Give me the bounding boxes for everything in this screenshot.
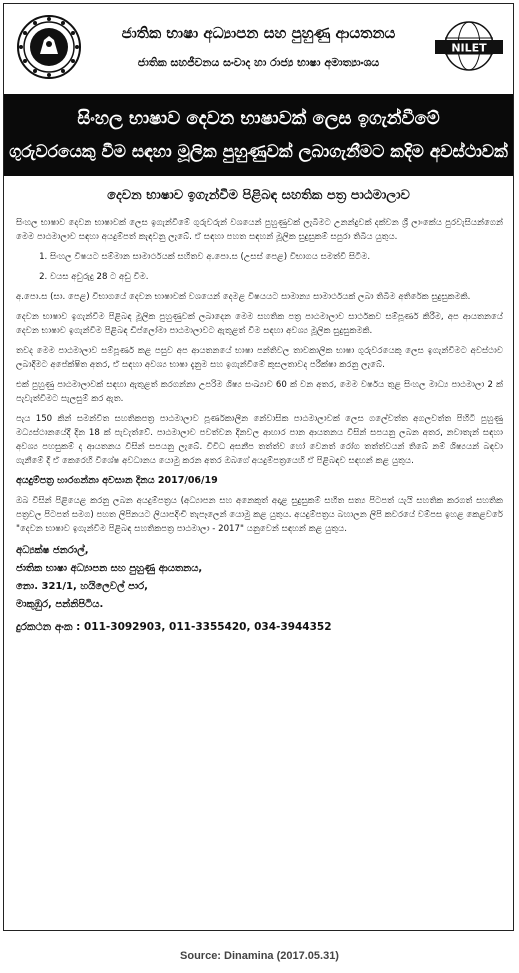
- teacher-opportunity-paragraph: තවද මෙම පාඨමාලාව සම්පූර්ණ කළ පසුව අප ආයතනයේ භාෂා පන්තිවල තාවකාලික භාෂා ගුරුවරයෙකු ලෙස ඉගැන්වීමට අවස්ථාව ලබාදීමට අපේක්ෂිත අතර, ඒ සඳහා අවශ්‍ය භාෂා දැනුම සහ ඉගැන්වීමේ කුසලතාවද පරීක්ෂා කරනු ලැබේ.: [16, 346, 503, 370]
- course-title: දෙවන භාෂාව ඉගැන්වීම පිළිබඳ සහතික පත්‍ර පාඨමාලාව: [107, 188, 410, 203]
- requirement-item: 1. සිංහල විෂයට සම්මාන සාමාර්ථයක් සහිතව අ.පො.ස (උසස් පෙළ) විභාගය සමත්වී සිටීම.: [50, 250, 503, 264]
- banner-line-1: සිංහල භාෂාව දෙවන භාෂාවක් ලෙස ඉගැන්වීමේ: [77, 108, 440, 129]
- requirements-list: [16, 250, 503, 284]
- phone-numbers: දුරකථන අංක : 011-3092903, 011-3355420, 034-3944352: [16, 621, 332, 633]
- address-line: අධ්‍යක්ෂ ජනරාල්,: [16, 545, 89, 556]
- notice-body: [16, 216, 503, 634]
- postal-address: [16, 542, 503, 614]
- title-banner: [4, 94, 513, 176]
- requirement-item: 2. වයස අවුරුදු 28 ට අඩු වීම.: [50, 270, 503, 284]
- nilet-logo-icon: [433, 20, 505, 78]
- application-paragraph: ඔබ විසින් පිළියෙළ කරනු ලබන අයදුම්පත්‍රය (අධ්‍යාපන සහ අනෙකුත් අදාළ සුදුසුකම් සහිත සත්‍ය පිටපත් යැයි සහතික කරගත් සහතික පත්‍රවල පිටපත් සමග) පහත ලිපිනයට ලියාපදිංචි තැපෑලෙන් යොමු කළ යුතුය. අයදුම්පත්‍රය බහාලන ලිපි කවරයේ වම්පස ඉහළ කෙළවරේ "දෙවන භාෂාව ඉගැන්වීම පිළිබඳ සහතිකපත්‍ර පාඨමාලා - 2017" යනුවෙන් සඳහන් කළ යුතුය.: [16, 496, 503, 534]
- source-caption: Source: Dinamina (2017.05.31): [180, 950, 339, 962]
- banner-line-2: ගුරුවරයෙකු වීම සඳහා මූලික පුහුණුවක් ලබාගැනීමට කදිම අවස්ථාවක්: [9, 142, 508, 162]
- intake-paragraph: එක් පුහුණු පාඨමාලාවක් සඳහා ඇතුළත් කරගන්නා උපරිම ශිෂ්‍ය සංඛ්‍යාව 60 ක් වන අතර, මෙම වර්ෂය තුළ සිංහල මාධ්‍ය පාඨමාලා 2 ක් පැවැත්වීමට සැලසුම් කර ඇත.: [16, 380, 503, 404]
- deadline: අයදුම්පත්‍ර භාරගන්නා අවසාන දිනය 2017/06/19: [16, 475, 218, 486]
- ministry-name: ජාතික සහජීවනය සංවාද හා රාජ්‍ය භාෂා අමාත්‍යාංශය: [137, 56, 380, 69]
- nilet-logo-text: NILET: [451, 41, 487, 55]
- address-line: නො. 321/1, හයිලෙවල් පාර,: [16, 581, 148, 592]
- organization-name: ජාතික භාෂා අධ්‍යාපන සහ පුහුණු ආයතනය: [121, 24, 396, 42]
- address-line: ජාතික භාෂා අධ්‍යාපන සහ පුහුණු ආයතනය,: [16, 563, 203, 574]
- intro-paragraph: සිංහල භාෂාව දෙවන භාෂාවක් ලෙස ඉගැන්වීමේ ගුරුවරුන් වශයෙන් පුහුණුවක් ලැබීමට උනන්දුවක් දක්වන ශ්‍රී ලාංකේය පුරවැසියන්ගෙන් මෙම පාඨමාලාව සඳහා අයදුම්පත් කැඳවනු ලැබේ. ඒ සඳහා පහත සඳහන් මූලික සුදුසුකම් සපුරා තිබිය යුතුය.: [16, 218, 503, 242]
- header: [4, 4, 513, 94]
- address-line: මාකුඹුර, පන්නිපිටිය.: [16, 599, 104, 610]
- advertisement-frame: [3, 3, 514, 931]
- state-emblem-icon: [16, 14, 82, 80]
- additional-qualification-paragraph: අ.පො.ස (සා. පෙළ) විභාගයේ දෙවන භාෂාවක් වශයෙන් දෙමළ විෂයයට සාමාන්‍ය සාමාර්ථයක් ලබා තිබීම අතිරේක සුදුසුකමකි.: [16, 292, 471, 302]
- course-details-paragraph: පැය 150 කින් සමන්විත සහතිකපත්‍ර පාඨමාලාව පූර්ණකාලීන නේවාසික පාඨමාලාවක් ලෙස ගලේවත්ත අගලවත්ත පිහිටි පුහුණු මධ්‍යස්ථානයේදී දින 18 ක් පැවැත්වේ. පාඨමාලාව පවත්වන දිනවල ආහාර පාන ආයතනය විසින් සපයනු ලබන අතර, නවාතැන් සඳහා අවශ්‍ය පහසුකම් ද ආයතනය විසින් සපයනු ලැබේ. විවිධ අසනීප තත්ත්ව හෝ වෙනත් රෝග තත්ත්වයන් තිබේ නම් ශිෂ්‍යයන් බඳවා ගැනීමේ දී ඒ කෙරෙහි විශේෂ අවධානය යොමු කරන අතර ඔබගේ අයදුම්පත්‍රයෙහි ඒ පිළිබඳව සඳහන් කළ යුතුය.: [16, 414, 503, 466]
- diploma-paragraph: දෙවන භාෂාව ඉගැන්වීම පිළිබඳ මූලික පුහුණුවක් ලබාදෙන මෙම සහතික පත්‍ර පාඨමාලාව සාර්ථකව සම්පූර්ණ කිරීම, අප ආයතනයේ දෙවන භාෂාව ඉගැන්වීම පිළිබඳ ඩිප්ලෝමා පාඨමාලාවට ඇතුළත් වීම සඳහා අවශ්‍ය මූලික සුදුසුකමකි.: [16, 312, 503, 336]
